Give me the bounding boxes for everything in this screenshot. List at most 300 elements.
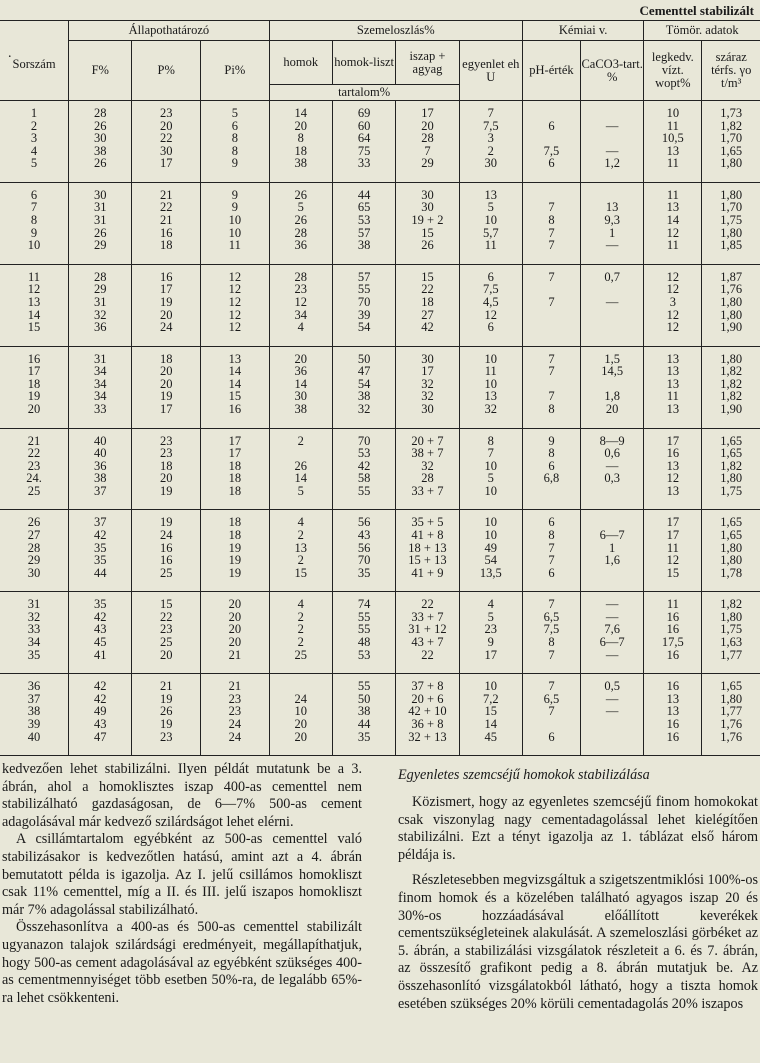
cell-value: 47 xyxy=(357,364,371,379)
cell-egyenlet xyxy=(459,264,522,346)
cell-value: 9 xyxy=(548,433,555,448)
cell-value: 12 xyxy=(228,282,242,297)
cell-legkedv xyxy=(644,428,702,510)
cell-value: 16 xyxy=(666,622,680,637)
cell-value: 13 xyxy=(666,200,680,215)
cell-value: 6 xyxy=(548,156,555,171)
cell-value: 12 xyxy=(228,307,242,322)
cell-P xyxy=(132,428,201,510)
cell-value: 43 + 7 xyxy=(411,635,444,650)
cell-value: 35 + 5 xyxy=(411,515,444,530)
cell-value: 42 xyxy=(94,691,107,706)
cell-value: 69 xyxy=(357,106,371,120)
cell-value: 12 xyxy=(294,294,308,309)
cell-value: 42 xyxy=(421,320,434,335)
cell-value: 22 xyxy=(159,200,173,215)
cell-value: 11 xyxy=(28,269,41,284)
cell-value: 16 xyxy=(666,679,680,694)
cell-value: 53 xyxy=(357,647,371,662)
cell-homok xyxy=(269,101,332,183)
cell-value: 9 xyxy=(231,156,238,171)
cell-value: 5 xyxy=(297,483,304,498)
cell-value: 60 xyxy=(357,118,371,133)
cell-value: 13 xyxy=(484,389,498,404)
cell-value xyxy=(523,321,580,334)
cell-F xyxy=(69,346,132,428)
cell-value: 4 xyxy=(297,320,304,335)
cell-value: 6—7 xyxy=(599,635,625,650)
cell-value: 19 xyxy=(159,691,173,706)
cell-value: 7 xyxy=(548,679,555,694)
cell-value: 1,80 xyxy=(720,225,743,240)
cell-value xyxy=(523,485,580,498)
cell-caco3 xyxy=(581,346,644,428)
cell-value: 1,75 xyxy=(720,213,743,228)
cell-value: 20 xyxy=(421,118,434,133)
cell-szaraz xyxy=(702,182,760,264)
cell-value: 54 xyxy=(357,376,371,391)
cell-value: 11 xyxy=(666,187,679,202)
cell-value: — xyxy=(605,647,619,662)
cell-value: 1,76 xyxy=(720,282,743,297)
cell-value: 38 xyxy=(27,704,41,719)
cell-value: 8 xyxy=(487,433,494,448)
cell-value: 18 xyxy=(159,351,173,366)
cell-value: 19 xyxy=(228,553,242,568)
cell-value: 14 xyxy=(27,307,41,322)
cell-value: 3 xyxy=(487,131,494,146)
cell-value: 15 xyxy=(421,225,434,240)
cell-value: 58 xyxy=(357,471,371,486)
cell-value: 38 xyxy=(357,704,371,719)
cell-value: 7 xyxy=(487,106,494,120)
cell-value: 7 xyxy=(548,704,555,719)
cell-value: 12 xyxy=(666,553,680,568)
cell-value: 40 xyxy=(94,446,107,461)
cell-value: 49 xyxy=(484,540,498,555)
right-column xyxy=(398,761,758,1013)
cell-value: 26 xyxy=(94,118,107,133)
cell-value: 30 xyxy=(294,389,308,404)
header-Pi: Pi% xyxy=(201,41,270,101)
cell-value: 1,82 xyxy=(720,597,743,612)
cell-value: 50 xyxy=(357,351,371,366)
cell-value: 38 xyxy=(294,156,308,171)
cell-Pi xyxy=(201,510,270,592)
cell-value: 35 xyxy=(27,647,41,662)
cell-value: 16 xyxy=(666,647,680,662)
cell-value: 16 xyxy=(159,269,173,284)
cell-value: 11 xyxy=(484,364,497,379)
cell-value: 11 xyxy=(666,156,679,171)
cell-value: 22 xyxy=(421,647,434,662)
cell-value: 16 xyxy=(228,402,242,416)
cell-Pi xyxy=(201,346,270,428)
table-row-group xyxy=(0,592,760,674)
cell-value: 22 xyxy=(159,131,173,146)
cell-value: 18 xyxy=(159,238,173,253)
cell-value: 9 xyxy=(487,635,494,650)
cell-value: 21 xyxy=(228,647,242,662)
cell-value: 70 xyxy=(357,553,371,568)
cell-value: 7,2 xyxy=(482,691,499,706)
cell-value: 54 xyxy=(484,553,498,568)
cell-value xyxy=(581,567,643,580)
cell-value: 13 xyxy=(666,704,680,719)
cell-value: 5,7 xyxy=(482,225,499,240)
cell-value: 40 xyxy=(27,729,41,744)
cell-value: 8 xyxy=(548,402,555,416)
cell-value: 28 xyxy=(27,540,41,555)
cell-value: 20 + 7 xyxy=(411,433,444,448)
cell-value: 10 xyxy=(228,225,242,240)
cell-value: 30 xyxy=(421,351,434,366)
cell-homokliszt xyxy=(332,346,395,428)
cell-value: 32 xyxy=(94,307,107,322)
cell-P xyxy=(132,674,201,756)
cell-value: 70 xyxy=(357,294,371,309)
cell-value: 21 xyxy=(159,679,173,694)
cell-homokliszt xyxy=(332,182,395,264)
cell-value: 13 xyxy=(666,376,680,391)
cell-value: 39 xyxy=(357,307,371,322)
cell-value: 16 xyxy=(666,716,680,731)
cell-homokliszt xyxy=(332,592,395,674)
cell-value: 29 xyxy=(94,238,107,253)
cell-value: 37 xyxy=(94,515,107,530)
cell-value: 34 xyxy=(27,635,41,650)
cell-value: 3 xyxy=(669,294,676,309)
cell-value: 27 xyxy=(27,527,41,542)
cell-value: 31 xyxy=(94,351,107,366)
cell-value: 5 xyxy=(487,200,494,215)
cell-value: 35 xyxy=(357,729,371,744)
cell-value: 20 xyxy=(27,402,41,416)
cell-legkedv xyxy=(644,346,702,428)
cell-value: 41 + 8 xyxy=(411,527,444,542)
cell-Pi xyxy=(201,674,270,756)
cell-value: 11 xyxy=(228,238,241,253)
cell-value: 2 xyxy=(297,635,304,650)
cell-value: 6 xyxy=(487,320,494,335)
cell-value: 6—7 xyxy=(599,527,625,542)
cell-P xyxy=(132,182,201,264)
cell-value: 0,7 xyxy=(604,269,620,284)
cell-value: 7 xyxy=(548,364,555,379)
cell-value: 18 xyxy=(27,376,41,391)
cell-value: 1,90 xyxy=(720,402,743,416)
cell-value: 3 xyxy=(30,131,38,146)
cell-value: 5 xyxy=(297,200,304,215)
cell-value: 1,73 xyxy=(720,106,743,120)
cell-value: 13 xyxy=(27,294,41,309)
cell-value: 1,77 xyxy=(720,647,743,662)
cell-value: 10 xyxy=(484,376,498,391)
cell-value: 4 xyxy=(30,143,38,158)
cell-value: 24 xyxy=(159,320,173,335)
left-column xyxy=(2,761,362,1007)
cell-caco3 xyxy=(581,510,644,592)
cell-legkedv xyxy=(644,264,702,346)
cell-ph xyxy=(522,346,580,428)
cell-value: 7,5 xyxy=(543,622,560,637)
cell-value: 44 xyxy=(357,187,371,202)
cell-value: 32 xyxy=(421,389,434,404)
cell-value: 9,3 xyxy=(604,213,620,228)
cell-iszap xyxy=(396,264,459,346)
cell-Pi xyxy=(201,101,270,183)
header-egyenlet: egyenlet eh U xyxy=(459,41,522,101)
cell-value: 39 xyxy=(27,716,41,731)
cell-value: 53 xyxy=(357,213,371,228)
header-ph: pH-érték xyxy=(522,41,580,101)
cell-value: 15 + 13 xyxy=(408,553,447,568)
cell-homok xyxy=(269,264,332,346)
cell-value: 14 xyxy=(228,376,242,391)
cell-F xyxy=(69,592,132,674)
cell-value: 28 xyxy=(294,225,308,240)
cell-value: 5 xyxy=(231,106,238,120)
cell-value xyxy=(581,309,643,322)
cell-value: 8 xyxy=(30,213,38,228)
cell-value: 1,80 xyxy=(720,307,743,322)
cell-value: 33 + 7 xyxy=(411,609,444,624)
cell-homok xyxy=(269,346,332,428)
cell-value: 20 xyxy=(228,635,242,650)
cell-value: 11 xyxy=(666,597,679,612)
cell-value: 16 xyxy=(666,729,680,744)
cell-caco3 xyxy=(581,428,644,510)
cell-value: 10 xyxy=(484,458,498,473)
cell-value: 14 xyxy=(666,213,680,228)
cell-value: 0,6 xyxy=(604,446,620,461)
paragraph: Közismert, hogy az egyenletes szemcséjű finom homokokat csak viszonylag nagy cementadagolással lehet kielégítően stabilizálni. Ezt a tényt igazolja az 1. táblázat első három példája is. xyxy=(398,794,758,863)
cell-value: 6 xyxy=(231,118,238,133)
cell-value: 33 + 7 xyxy=(411,483,444,498)
cell-value: 1,2 xyxy=(604,156,620,171)
cell-P xyxy=(132,510,201,592)
cell-value: 0,5 xyxy=(604,679,620,694)
cell-value: 23 xyxy=(484,622,498,637)
cell-value: 7,6 xyxy=(604,622,620,637)
cell-value: 20 xyxy=(159,647,173,662)
cell-value: 25 xyxy=(159,635,173,650)
cell-value: 44 xyxy=(94,565,107,580)
cell-value: — xyxy=(605,597,619,612)
table-row-group xyxy=(0,510,760,592)
cell-value: 26 xyxy=(294,458,308,473)
cell-value: 1,80 xyxy=(720,351,743,366)
cell-value: 12 xyxy=(666,269,680,284)
header-szemeloszlas: Szemeloszlás% xyxy=(269,21,522,41)
header-allapot: Állapothatározó xyxy=(69,21,270,41)
cell-caco3 xyxy=(581,592,644,674)
cell-value: 13 xyxy=(666,402,680,416)
cell-value: 17 xyxy=(228,433,242,448)
cell-egyenlet xyxy=(459,674,522,756)
cell-value: 9 xyxy=(30,225,38,240)
cell-value: 6 xyxy=(548,565,555,580)
cell-ph xyxy=(522,428,580,510)
cell-value: 1,65 xyxy=(720,515,743,530)
cell-value: 1 xyxy=(609,225,616,240)
cell-value: 22 xyxy=(421,282,434,297)
cell-value: 43 xyxy=(357,527,371,542)
cell-Pi xyxy=(201,592,270,674)
cell-value: 30 xyxy=(421,200,434,215)
cell-value: 7 xyxy=(548,553,555,568)
cell-value: 9 xyxy=(231,187,238,202)
cell-value: 12 xyxy=(666,320,680,335)
cell-value: 22 xyxy=(27,446,41,461)
cell-ph xyxy=(522,592,580,674)
cell-value: 1,76 xyxy=(720,716,743,731)
cell-value: 40 xyxy=(94,433,107,448)
cell-value: 11 xyxy=(666,238,679,253)
cell-value: 17 xyxy=(666,515,680,530)
cell-value: 12 xyxy=(666,471,680,486)
cell-value: — xyxy=(605,294,619,309)
cell-value xyxy=(581,321,643,334)
cell-value: 36 xyxy=(294,364,308,379)
cell-value: 35 xyxy=(94,597,107,612)
cell-value: 6 xyxy=(30,187,38,202)
cell-value: 18 xyxy=(228,527,242,542)
cell-value: 6,5 xyxy=(543,609,560,624)
cell-value: — xyxy=(605,691,619,706)
cell-value: 23 xyxy=(159,729,173,744)
cell-value: 42 xyxy=(94,679,107,694)
cell-value: 18 xyxy=(228,515,242,530)
cell-value: 8 xyxy=(548,446,555,461)
cell-value: 23 xyxy=(159,433,173,448)
cell-value: 31 xyxy=(94,213,107,228)
cell-value: 35 xyxy=(94,540,107,555)
cell-value: 7 xyxy=(548,294,555,309)
cell-value xyxy=(523,132,580,145)
cell-value: 19 xyxy=(159,483,173,498)
cell-value: 37 + 8 xyxy=(411,679,444,694)
cell-value: 17 xyxy=(666,527,680,542)
cell-value: 19 xyxy=(159,294,173,309)
cell-value: 16 xyxy=(666,446,680,461)
cell-value: 7,5 xyxy=(482,282,499,297)
cell-value: 5 xyxy=(487,609,494,624)
cell-value: 55 xyxy=(357,483,371,498)
cell-homok xyxy=(269,428,332,510)
cell-value: 19 xyxy=(159,389,173,404)
cell-legkedv xyxy=(644,674,702,756)
cell-value: 64 xyxy=(357,131,371,146)
cell-value: 12 xyxy=(228,294,242,309)
cell-value: 18 xyxy=(228,458,242,473)
cell-value: 37 xyxy=(94,483,107,498)
cell-value: 17 xyxy=(421,364,434,379)
cell-value: 26 xyxy=(159,704,173,719)
cell-value: 1,80 xyxy=(720,609,743,624)
cell-szaraz xyxy=(702,674,760,756)
cell-value: 7 xyxy=(548,389,555,404)
cell-egyenlet xyxy=(459,101,522,183)
cell-value: 13 xyxy=(484,187,498,202)
cell-iszap xyxy=(396,674,459,756)
cell-value: 1,65 xyxy=(720,527,743,542)
cell-value: 33 xyxy=(27,622,41,637)
cell-value: 48 xyxy=(357,635,371,650)
cell-value: 20 xyxy=(159,471,173,486)
cell-value: 7 xyxy=(548,238,555,253)
cell-value: — xyxy=(605,143,619,158)
table-row-group xyxy=(0,428,760,510)
section-title: Egyenletes szemcséjű homokok stabilizálása xyxy=(398,767,650,783)
cell-sorszam xyxy=(0,428,69,510)
cell-value: 15 xyxy=(294,565,308,580)
cell-value: 6,5 xyxy=(543,691,560,706)
cell-value: 23 xyxy=(159,106,173,120)
cell-value xyxy=(581,731,643,744)
cell-legkedv xyxy=(644,510,702,592)
cell-value: 49 xyxy=(94,704,107,719)
cell-value: 15 xyxy=(27,320,41,335)
cell-value: 38 xyxy=(357,238,371,253)
cell-value: 10 xyxy=(27,238,41,253)
cell-value: 1,65 xyxy=(720,433,743,448)
cell-value: 14 xyxy=(228,364,242,379)
cell-value xyxy=(523,718,580,731)
cell-homok xyxy=(269,182,332,264)
cell-value: 21 xyxy=(27,433,41,448)
cell-value: 16 xyxy=(159,553,173,568)
cell-value: 19 xyxy=(228,540,242,555)
cell-value: 16 xyxy=(159,225,173,240)
cell-value: 75 xyxy=(357,143,371,158)
cell-value: 2 xyxy=(297,553,304,568)
soil-data-table xyxy=(0,20,760,756)
cell-value: 4 xyxy=(297,597,304,612)
cell-iszap xyxy=(396,182,459,264)
paragraph: A csillámtartalom egyébként az 500-as cementtel való stabilizásakor is kedvezőtlen hatású, amint azt a 4. ábrán bemutatott példa is igazolja. Az I. jelű csillámos homokliszt csak 11% cementtel, míg a II. és III. jelű iszapos homokliszt már 7% adagolással stabilizálható. xyxy=(2,831,362,918)
cell-Pi xyxy=(201,264,270,346)
cell-value: 6,8 xyxy=(543,471,560,486)
cell-value: 1,70 xyxy=(720,200,743,215)
cell-value: 13 xyxy=(294,540,308,555)
cell-value: 1,75 xyxy=(720,483,743,498)
cell-value: 15 xyxy=(421,269,434,284)
cell-value: 42 xyxy=(357,458,371,473)
cell-value: 20 xyxy=(294,729,308,744)
cell-value: 14 xyxy=(294,471,308,486)
cell-value: 8 xyxy=(548,213,555,228)
cell-value: — xyxy=(605,609,619,624)
cell-value: 32 xyxy=(421,376,434,391)
cell-value: 18 xyxy=(228,483,242,498)
cell-iszap xyxy=(396,592,459,674)
cell-value: 12 xyxy=(484,307,498,322)
cell-value: 70 xyxy=(357,433,371,448)
cell-value: 20 xyxy=(159,376,173,391)
cell-ph xyxy=(522,182,580,264)
cell-value: 36 xyxy=(94,320,107,335)
cell-value: 19 xyxy=(27,389,41,404)
cell-value xyxy=(270,680,332,693)
cell-F xyxy=(69,674,132,756)
cell-value: 1,82 xyxy=(720,376,743,391)
cell-value: 19 xyxy=(159,716,173,731)
cell-value: 8 xyxy=(548,527,555,542)
cell-value: 42 xyxy=(94,527,107,542)
cell-value: 28 xyxy=(294,269,308,284)
cell-value: 19 xyxy=(159,515,173,530)
